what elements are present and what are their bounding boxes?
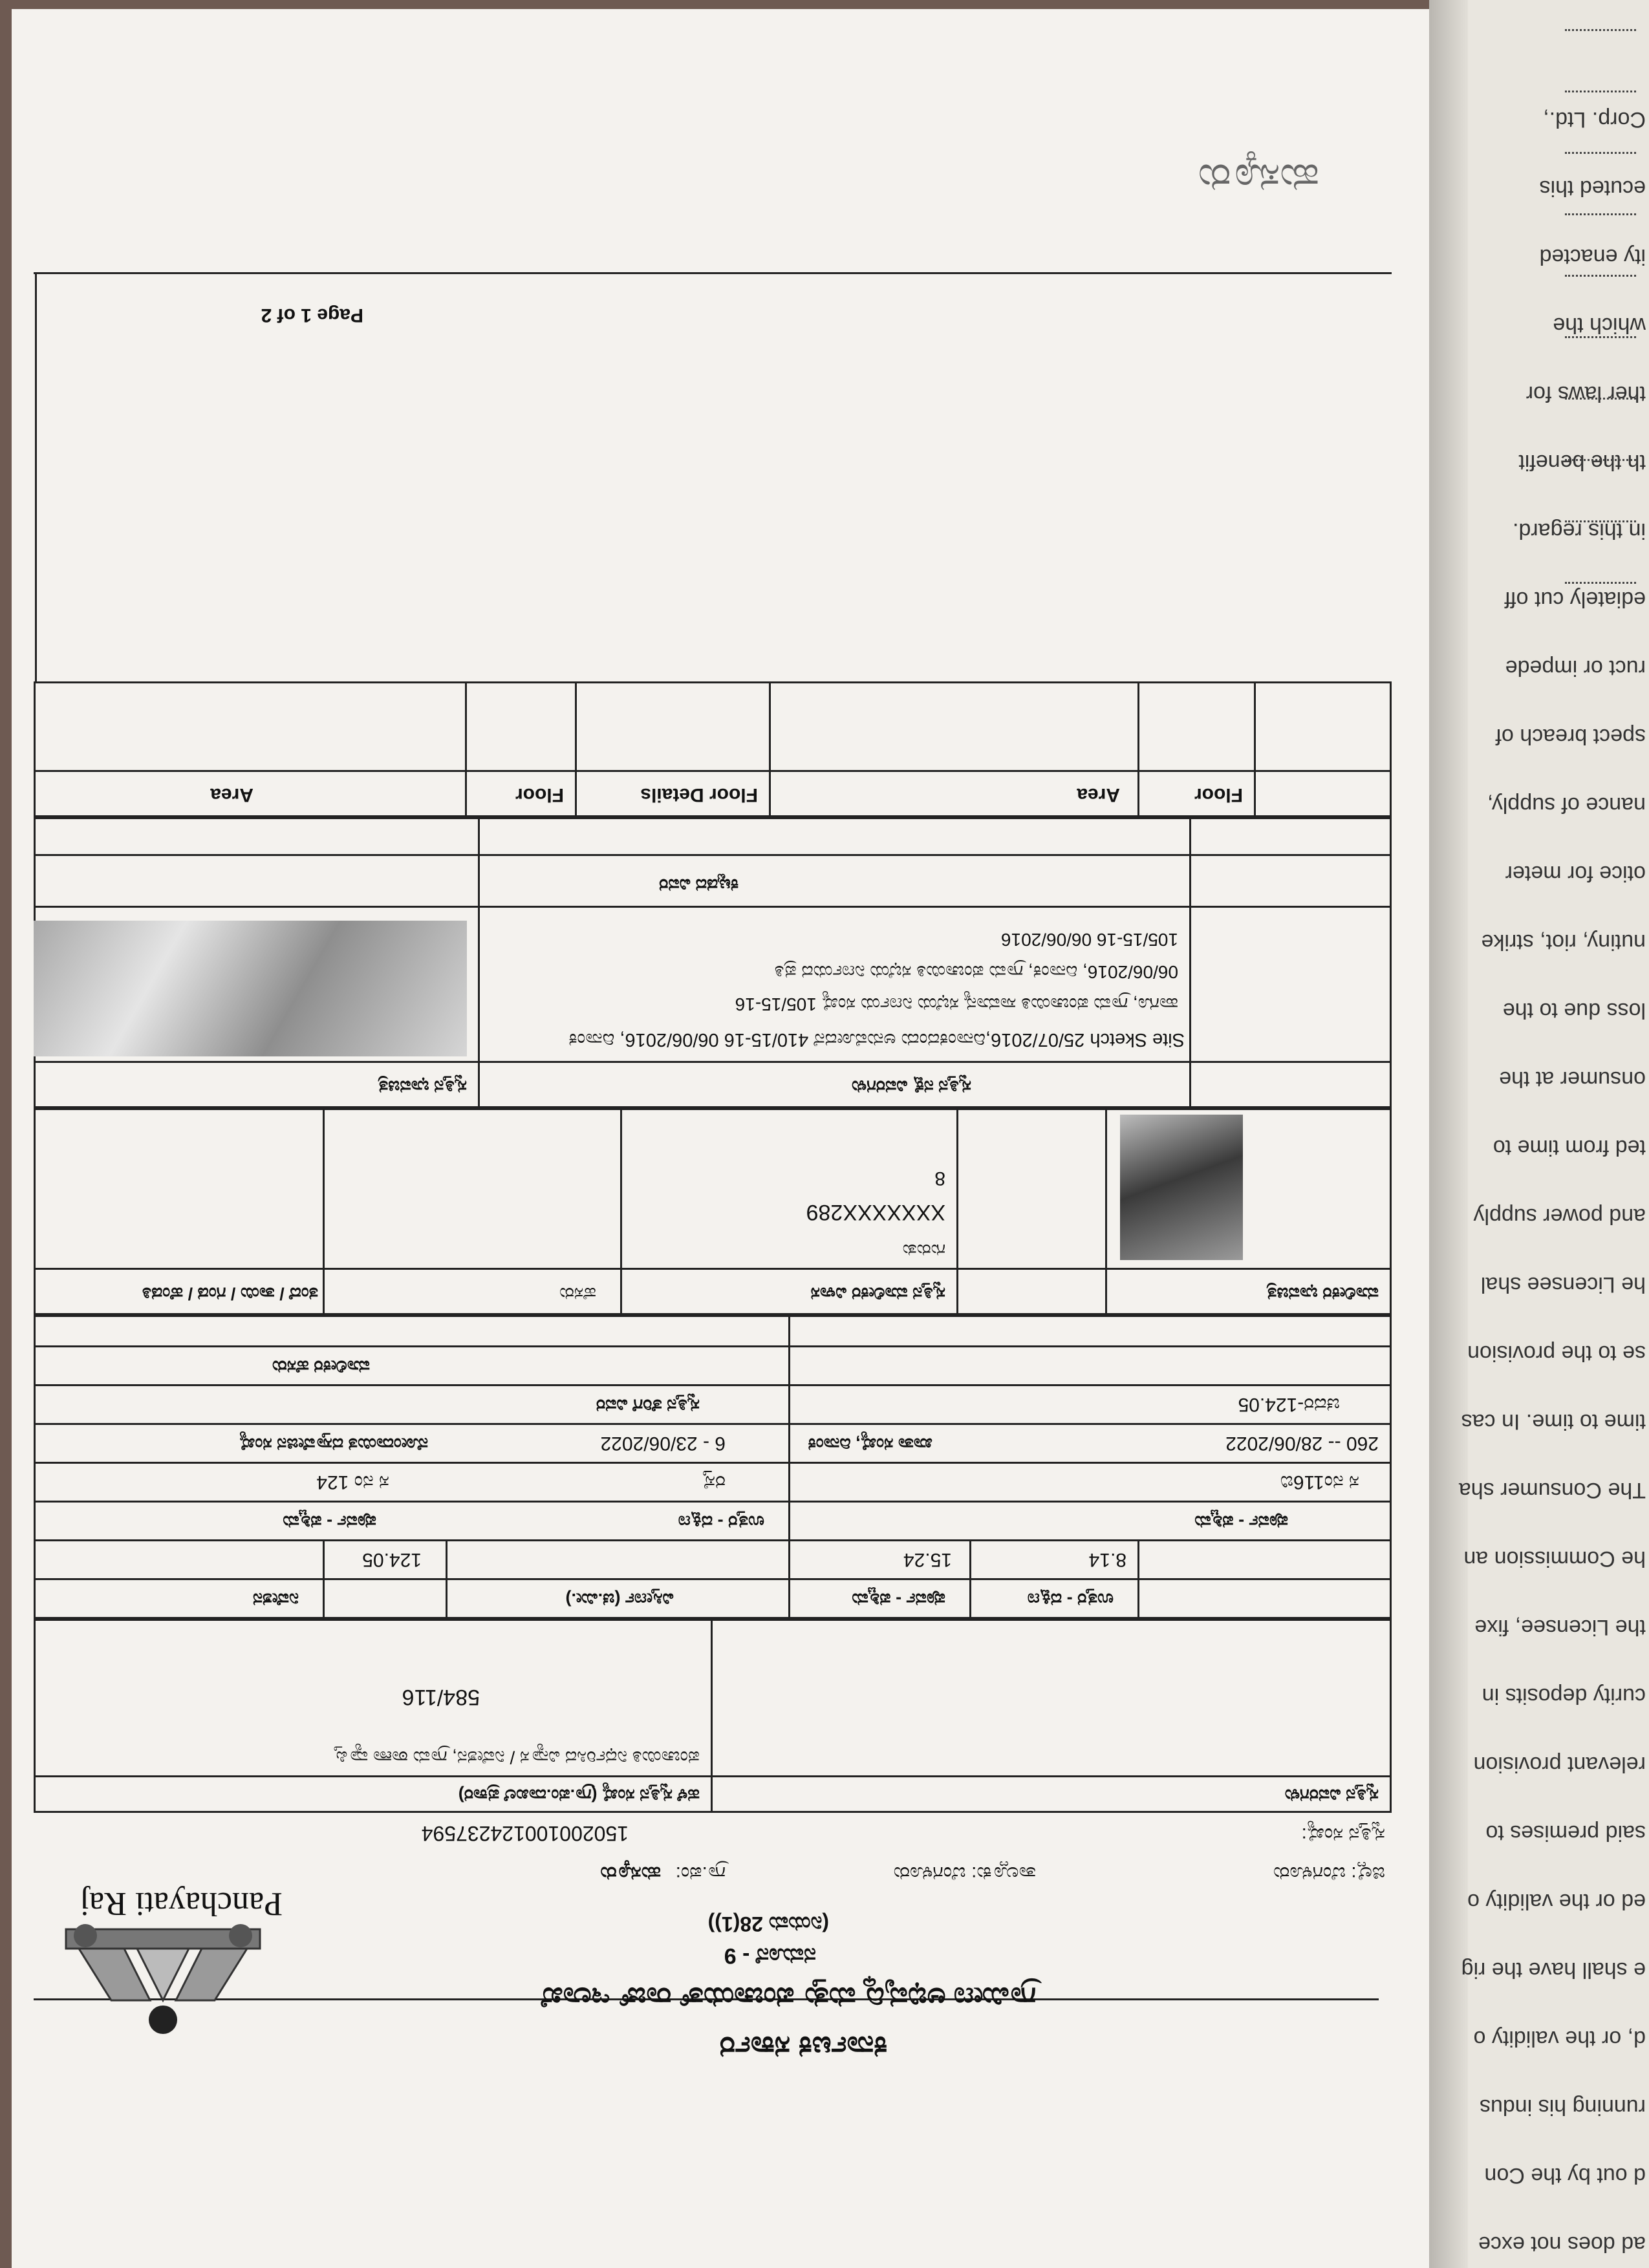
dept-title: ಗ್ರಾಮೀಣ ಅಭಿವೃದ್ಧಿ ಮತ್ತು ಪಂಚಾಯತ್ ರಾಜ್ ಇಲಾಖೆ (541, 1982, 1036, 2013)
dotted-line (1565, 459, 1636, 461)
underlay-text-line: the Licensee, fixe (1474, 1615, 1646, 1640)
sketch-line-2: ಹಾಗೂ, ಗ್ರಾಮ ಪಂಚಾಯಿತಿ ಸಾಮಾನ್ಯ ಸಭೆಯ ನಿರ್ಣಯ ಸಂಖ್ಯೆ 105/15-16 (735, 994, 1178, 1014)
underlay-text-line: which the (1553, 313, 1646, 337)
north-boundary-label: ಉತ್ತರ - ದಕ್ಷಿಣ (678, 1512, 764, 1532)
dotted-line (1565, 520, 1636, 522)
reg-label: ನೋಂದಾಯಿತ ದಸ್ತಾವೇಜಿನ ಸಂಖ್ಯೆ (239, 1435, 428, 1454)
sketch-ref: Site Sketch 25/07/2016,ದಿನಾಂಕದಂದು ಅನುಮೋದನೆ 410/15-16 06/06/2016, ದಿನಾಂಕ (568, 1029, 1185, 1050)
dimensions-table (34, 1315, 1392, 1619)
road: ರಸ್ತೆ (702, 1471, 726, 1493)
owner-addr-label: ಸ್ವತ್ತಿನ ಮಾಲೀಕರ ವಿಳಾಸ (810, 1284, 945, 1303)
sketch-line-3: 06/06/2016, ದಿನಾಂಕ, ಗ್ರಾಮ ಪಂಚಾಯಿತಿ ಸಭೆಯ ನಿರ್ಣಯದ ಪ್ರತಿ (774, 962, 1178, 982)
underlay-text-line: ther laws for (1525, 381, 1646, 406)
underlay-text-line: and power supply (1473, 1204, 1646, 1228)
reg-number: 6 - 23/06/2022 (600, 1433, 726, 1454)
survey-label: ಹಳೆ ಸ್ವತ್ತಿನ ಸಂಖ್ಯೆ (ಗ್ರಾ.ಪಂ.ದಾಖಲೆ ಪ್ರಕಾರ) (458, 1786, 700, 1805)
site-label: ನಿವೇಶನ (252, 1590, 299, 1609)
underlay-text-line: he Commission an (1463, 1546, 1646, 1571)
khata-number: 260 -- 28/06/2022 (1225, 1433, 1379, 1454)
district: ಜಿಲ್ಲೆ: ಬೆಂಗಳೂರು (1273, 1863, 1385, 1884)
underlay-text-line: d, or the validity o (1473, 2026, 1646, 2051)
khata-label: ಖಾತಾ ಸಂಖ್ಯೆ, ದಿನಾಂಕ (808, 1435, 932, 1454)
sketch-label: ಸ್ವತ್ತಿನ ನಕ್ಷೆ ವಿವರಗಳು (851, 1077, 971, 1097)
ns-value: 8.14 (1088, 1549, 1126, 1570)
dotted-line (1565, 275, 1636, 277)
gp-label: ಗ್ರಾ.ಪಂ: (675, 1863, 726, 1884)
gp-name: ಹುಸ್ಕೂರು (600, 1863, 661, 1884)
underlay-text-line: he Licensee shal (1480, 1272, 1646, 1297)
dotted-line (1565, 152, 1636, 154)
underlay-text-line: in this regard. (1513, 519, 1646, 543)
owner-id-label: ಗುರುತು (902, 1241, 945, 1260)
area-value: 124.05 (362, 1549, 422, 1570)
property-description: ಪಂಚಾಯಿತಿ ನಿರ್ಧರಿಸಿದ ವಿನ್ಯಾಸ / ನಿವೇಶನ, ಗ್ರಾಮ ಠಾಣಾ ವ್ಯಾಪ್ತಿ (334, 1748, 700, 1768)
form-number: ನಮೂನೆ - 9 (724, 1943, 816, 1968)
underlay-text-line: running his indus (1479, 2095, 1646, 2119)
underlay-text-line: The Consumer sha (1458, 1478, 1646, 1503)
ew-value: 15.24 (903, 1549, 952, 1570)
owner-photo-label: ಮಾಲೀಕರ ಭಾವಚಿತ್ರ (1266, 1284, 1379, 1303)
owner-name: ಹೆಸರು (559, 1284, 596, 1303)
property-id-label: ಸ್ವತ್ತಿನ ಸಂಖ್ಯೆ: (1301, 1824, 1385, 1845)
tax-label: ಸ್ವತ್ತಿನ ತೆರಿಗೆ ವಿವರ (596, 1396, 700, 1415)
property-details-table (34, 1619, 1392, 1813)
underlay-text-line: e shall have the rig (1461, 1958, 1646, 1982)
underlay-text-line: se to the provision (1467, 1341, 1646, 1365)
property-id: 150200100124237594 (421, 1822, 629, 1845)
prop-no-label: ಸ್ವತ್ತಿನ ವಿವರಗಳು (1284, 1786, 1379, 1805)
area-col-2: Area (210, 784, 253, 806)
property-number: 584/116 (402, 1685, 480, 1709)
dotted-line (1565, 91, 1636, 92)
underlay-text-line: said premises to (1485, 1821, 1646, 1845)
floor-details-col: Floor Details (640, 784, 758, 806)
underlay-text-line: ted from time to (1493, 1135, 1646, 1160)
boundary-north: ಸ ನಂ116ಬಿ (1280, 1471, 1359, 1493)
underlay-text-line: nance of supply, (1487, 793, 1646, 817)
area-sqm-label: ವಿಸ್ತೀರ್ಣ (ಚ.ಮೀ.) (565, 1590, 674, 1609)
underlay-text-line: otice for meter (1505, 861, 1646, 886)
area-col-1: Area (1077, 784, 1120, 806)
underlay-text-line: relevant provision (1473, 1752, 1646, 1777)
tax-value: ಚದರ-124.05 (1238, 1394, 1340, 1415)
underlay-text-line: ediately cut off (1504, 587, 1646, 612)
sketch-line-4: 105/15-16 06/06/2016 (1000, 930, 1178, 950)
dotted-line (1565, 29, 1636, 31)
underlay-text-line: ecuted this (1539, 176, 1646, 200)
site-photo-label: ಸ್ವತ್ತಿನ ಭಾವಚಿತ್ರ (378, 1077, 467, 1097)
owner-rel-label: ತಂದೆ / ತಾಯಿ / ಗಂಡ / ಹೆಂಡತಿ (142, 1284, 318, 1303)
dotted-line (1565, 398, 1636, 400)
owner-photo (1120, 1115, 1243, 1260)
east-boundary-label: ಪೂರ್ವ - ಪಶ್ಚಿಮ (283, 1512, 376, 1532)
boundary-east: ಸ ನಂ 124 (316, 1471, 389, 1493)
underlay-text-line: ed or the validity o (1467, 1889, 1646, 1914)
ns-label: ಉತ್ತರ - ದಕ್ಷಿಣ (1027, 1590, 1114, 1609)
ew-label: ಪೂರ್ವ - ಪಶ್ಚಿಮ (852, 1590, 945, 1609)
panchayati-raj-logo (40, 1878, 286, 2046)
underlay-text-line: Corp. Ltd., (1543, 107, 1646, 132)
owner-name-label: ಮಾಲೀಕರ ಹೆಸರು (272, 1357, 370, 1376)
owner-count: 8 (934, 1168, 945, 1189)
taluk: ತಾಲ್ಲೂಕು: ಬೆಂಗಳೂರು (893, 1863, 1036, 1884)
building-label: ಕಟ್ಟಡದ ವಿವರ (659, 875, 738, 895)
handwritten-note: ಹುಸ್ಕೂರು (1198, 156, 1319, 200)
dotted-line (1565, 336, 1636, 338)
dotted-line (1565, 213, 1636, 215)
underlay-text-line: d out by the Con (1484, 2163, 1646, 2188)
underlay-text-line: nutiny, riot, strike (1481, 930, 1646, 954)
rule-number: (ನಿಯಮ 28(1)) (707, 1912, 829, 1936)
underlay-text-line: curity deposits in (1482, 1684, 1646, 1708)
govt-title: ಕರ್ನಾಟಕ ಸರ್ಕಾರ (719, 2031, 887, 2064)
east-dir: ಪೂರ್ವ - ಪಶ್ಚಿಮ (1194, 1512, 1288, 1532)
underlay-text-line: onsumer at the (1499, 1067, 1646, 1091)
underlay-text-line: ity enacted (1539, 244, 1646, 269)
underlay-text-line: time to time. In cas (1461, 1409, 1646, 1434)
owner-mobile: XXXXXXX289 (806, 1200, 945, 1225)
dotted-line (1565, 582, 1636, 584)
floor-col-2: Floor (515, 784, 564, 806)
underlay-text-line: loss due to the (1502, 998, 1646, 1023)
underlay-text-line: spect breach of (1495, 724, 1646, 749)
site-photo (34, 921, 467, 1056)
underlay-text-line: th the benefit (1518, 450, 1646, 475)
page-number: Page 1 of 2 (261, 305, 363, 326)
underlay-text-line: ruct or impede (1505, 656, 1646, 680)
floor-col-1: Floor (1194, 784, 1243, 806)
logo-text: Panchayati Raj (80, 1885, 283, 1922)
underlay-text-line: ad does not exce (1478, 2232, 1646, 2256)
